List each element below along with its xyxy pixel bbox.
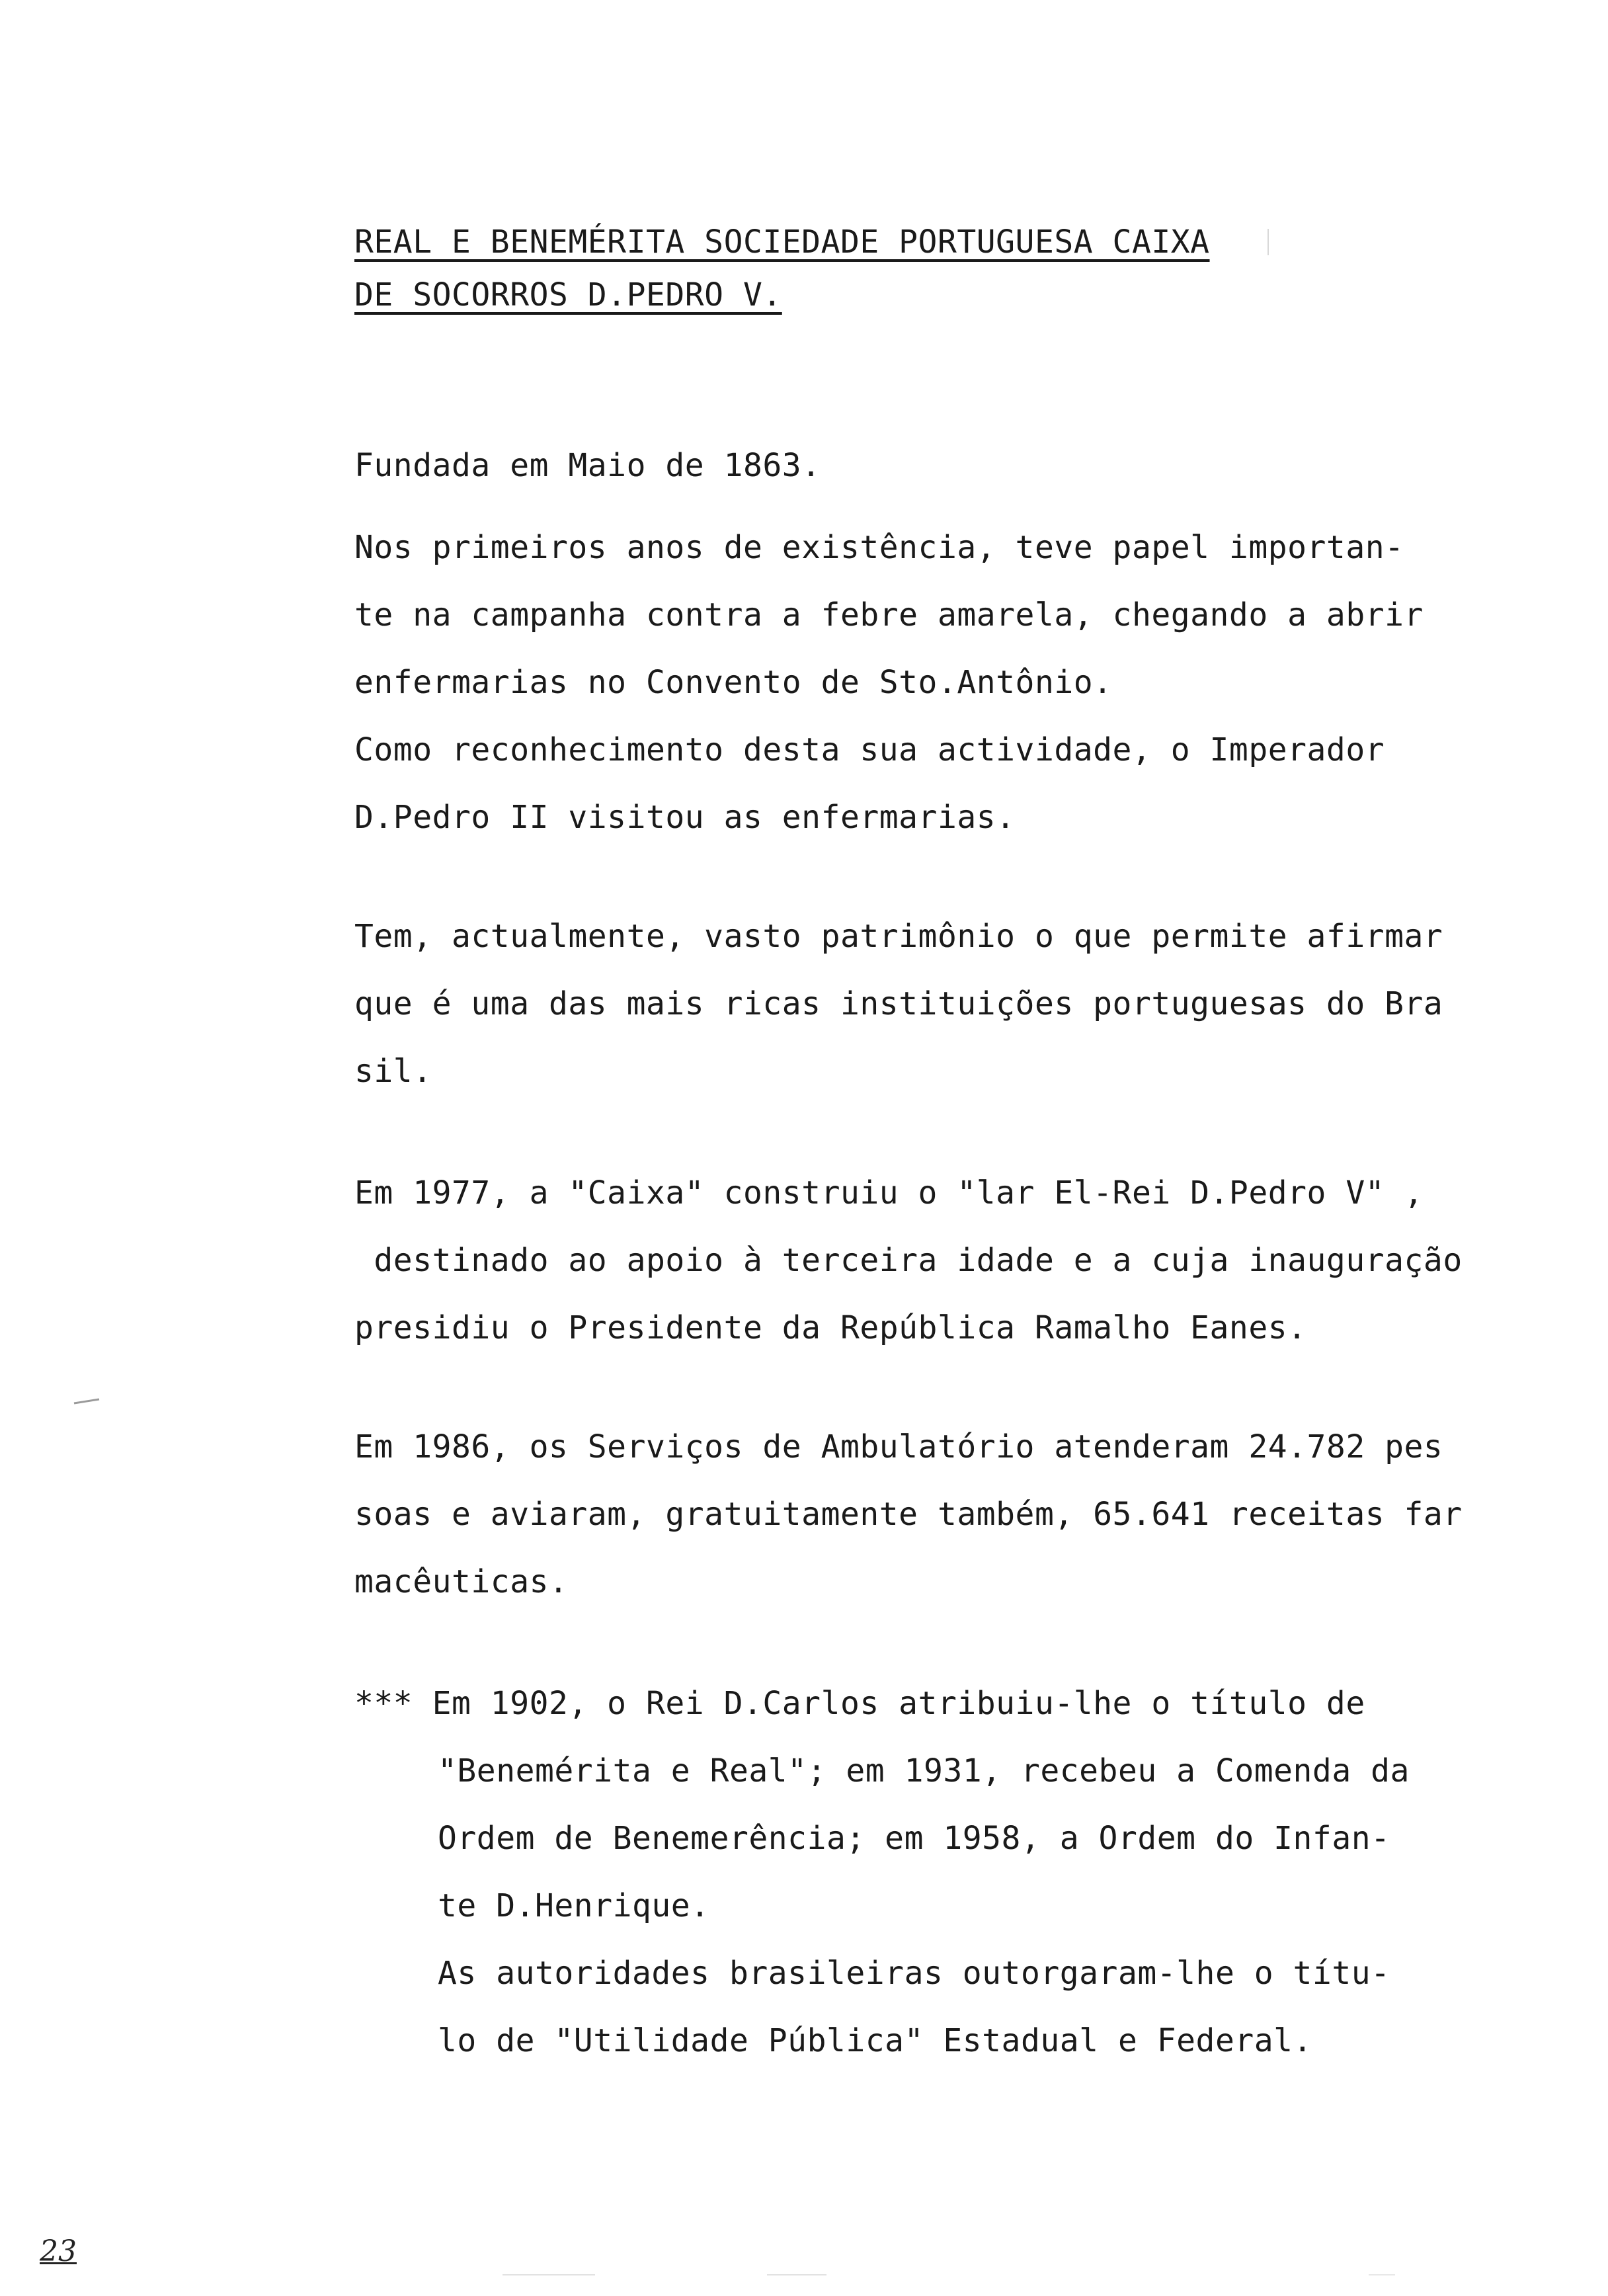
page-number: 23	[40, 2234, 77, 2268]
document-title-line-2: DE SOCORROS D.PEDRO V.	[354, 276, 782, 313]
paragraph-history-line-1: Nos primeiros anos de existência, teve papel importan-	[354, 529, 1404, 566]
paragraph-honours-line-2: "Benemérita e Real"; em 1931, recebeu a Comenda da	[438, 1752, 1410, 1789]
scan-speck-left-margin	[74, 1399, 99, 1403]
paragraph-history-line-5: D.Pedro II visitou as enfermarias.	[354, 799, 1016, 836]
paragraph-history-line-2: te na campanha contra a febre amarela, chegando a abrir	[354, 596, 1424, 634]
paragraph-honours-line-3: Ordem de Benemerência; em 1958, a Ordem do Infan-	[438, 1820, 1390, 1857]
paragraph-history-line-3: enfermarias no Convento de Sto.Antônio.	[354, 664, 1113, 701]
paragraph-lar-line-2: destinado ao apoio à terceira idade e a cuja inauguração	[354, 1242, 1463, 1279]
paragraph-patrimony-line-2: que é uma das mais ricas instituições portuguesas do Bra	[354, 985, 1443, 1022]
paragraph-patrimony-line-1: Tem, actualmente, vasto patrimônio o que permite afirmar	[354, 918, 1443, 955]
paragraph-honours-line-4: te D.Henrique.	[438, 1887, 710, 1924]
paragraph-honours-line-1: *** Em 1902, o Rei D.Carlos atribuiu-lhe o título de	[354, 1685, 1365, 1722]
paragraph-lar-line-3: presidiu o Presidente da República Ramalho Eanes.	[354, 1309, 1307, 1346]
document-title-line-1: REAL E BENEMÉRITA SOCIEDADE PORTUGUESA CAIXA	[354, 224, 1210, 261]
paragraph-ambulatory-line-2: soas e aviaram, gratuitamente também, 65.641 receitas far	[354, 1496, 1463, 1533]
paragraph-ambulatory-line-3: macêuticas.	[354, 1563, 569, 1600]
paragraph-lar-line-1: Em 1977, a "Caixa" construiu o "lar El-Rei D.Pedro V" ,	[354, 1174, 1424, 1211]
paragraph-history-line-4: Como reconhecimento desta sua actividade, o Imperador	[354, 731, 1385, 768]
paragraph-honours-line-5: As autoridades brasileiras outorgaram-lhe o títu-	[438, 1955, 1390, 1992]
paragraph-ambulatory-line-1: Em 1986, os Serviços de Ambulatório atenderam 24.782 pes	[354, 1428, 1443, 1465]
paragraph-honours-line-6: lo de "Utilidade Pública" Estadual e Federal.	[438, 2022, 1312, 2059]
paragraph-founding: Fundada em Maio de 1863.	[354, 447, 821, 484]
paragraph-patrimony-line-3: sil.	[354, 1053, 432, 1090]
